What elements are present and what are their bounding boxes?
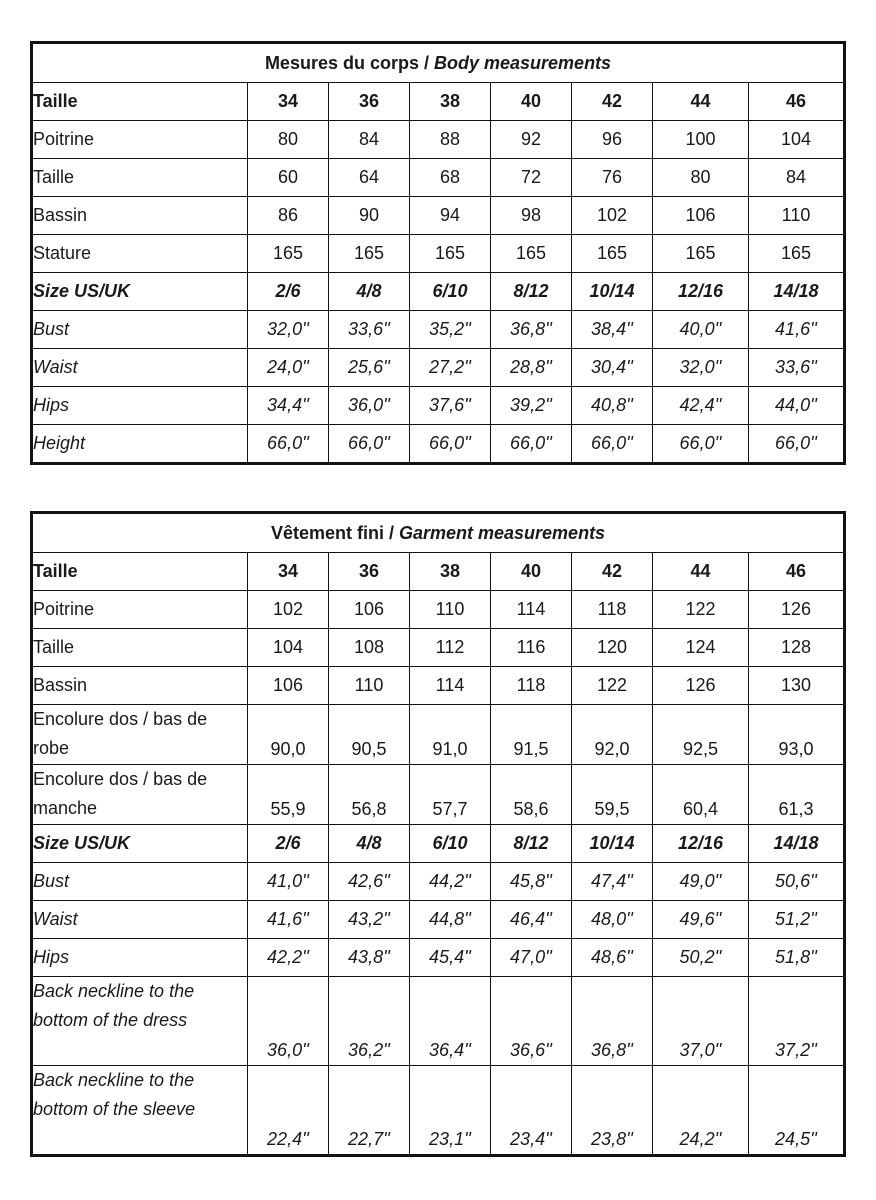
table-cell: 42,4'' [653, 387, 749, 425]
table-cell: 2/6 [248, 273, 329, 311]
table-cell: 93,0 [749, 705, 845, 765]
row-label: Stature [32, 235, 248, 273]
table-cell: 45,4'' [410, 939, 491, 977]
table-cell: 104 [749, 121, 845, 159]
table-cell: 106 [329, 591, 410, 629]
table-cell: 66,0'' [491, 425, 572, 464]
table-cell: 114 [491, 591, 572, 629]
table-cell: 88 [410, 121, 491, 159]
table-cell: 8/12 [491, 273, 572, 311]
table-cell: 14/18 [749, 273, 845, 311]
table-cell: 42,2'' [248, 939, 329, 977]
table-cell: 106 [248, 667, 329, 705]
table-cell: 32,0'' [653, 349, 749, 387]
table-cell: 59,5 [572, 765, 653, 825]
table-cell: 10/14 [572, 273, 653, 311]
table-cell: 22,7'' [329, 1066, 410, 1156]
table-cell: 130 [749, 667, 845, 705]
table-cell: 55,9 [248, 765, 329, 825]
table-cell: 6/10 [410, 273, 491, 311]
table-cell: 33,6'' [749, 349, 845, 387]
table-cell: 32,0'' [248, 311, 329, 349]
table-cell: 102 [248, 591, 329, 629]
table-row [32, 159, 845, 197]
row-label: Encolure dos / bas de robe [32, 705, 248, 765]
table-cell: 34 [248, 553, 329, 591]
table-cell: 46 [749, 83, 845, 121]
table-cell: 51,2'' [749, 901, 845, 939]
table-cell: 76 [572, 159, 653, 197]
table-row [32, 349, 845, 387]
table-cell: 110 [749, 197, 845, 235]
table-cell: 43,2'' [329, 901, 410, 939]
table-row [32, 667, 845, 705]
table-cell: 118 [572, 591, 653, 629]
table-cell: 120 [572, 629, 653, 667]
table-cell: 80 [653, 159, 749, 197]
table-cell: 84 [749, 159, 845, 197]
table-cell: 42 [572, 553, 653, 591]
table-title [32, 513, 845, 553]
row-label: Taille [32, 159, 248, 197]
table-row [32, 273, 845, 311]
table-cell: 60 [248, 159, 329, 197]
table-cell: 48,6'' [572, 939, 653, 977]
row-label: Poitrine [32, 591, 248, 629]
table-cell: 24,5'' [749, 1066, 845, 1156]
table-cell: 40 [491, 553, 572, 591]
table-cell: 106 [653, 197, 749, 235]
table-cell: 165 [653, 235, 749, 273]
table-row [32, 83, 845, 121]
row-label: Size US/UK [32, 825, 248, 863]
body-measurements-table [30, 41, 846, 465]
table-cell: 80 [248, 121, 329, 159]
table-cell: 68 [410, 159, 491, 197]
table-cell: 91,0 [410, 705, 491, 765]
table-cell: 42 [572, 83, 653, 121]
table-row [32, 629, 845, 667]
table-cell: 8/12 [491, 825, 572, 863]
table-cell: 165 [572, 235, 653, 273]
table-cell: 100 [653, 121, 749, 159]
table-cell: 114 [410, 667, 491, 705]
table-row [32, 825, 845, 863]
table-cell: 27,2'' [410, 349, 491, 387]
table-cell: 126 [749, 591, 845, 629]
table-cell: 38,4'' [572, 311, 653, 349]
table-cell: 128 [749, 629, 845, 667]
table-cell: 38 [410, 553, 491, 591]
table-title-separator: / [383, 522, 399, 543]
table-cell: 36,2'' [329, 977, 410, 1066]
table-cell: 165 [329, 235, 410, 273]
table-cell: 91,5 [491, 705, 572, 765]
table-cell: 36,8'' [572, 977, 653, 1066]
table-title-fr: Mesures du corps [264, 52, 419, 73]
table-cell: 72 [491, 159, 572, 197]
table-cell: 165 [749, 235, 845, 273]
table-cell: 12/16 [653, 273, 749, 311]
table-cell: 41,0'' [248, 863, 329, 901]
row-label: Waist [32, 349, 248, 387]
table-row [32, 311, 845, 349]
table-cell: 110 [410, 591, 491, 629]
table-cell: 43,8'' [329, 939, 410, 977]
table-cell: 47,4'' [572, 863, 653, 901]
table-cell: 66,0'' [410, 425, 491, 464]
table-cell: 44 [653, 553, 749, 591]
table-cell: 165 [248, 235, 329, 273]
table-cell: 66,0'' [572, 425, 653, 464]
table-cell: 44,0'' [749, 387, 845, 425]
table-cell: 104 [248, 629, 329, 667]
table-cell: 110 [329, 667, 410, 705]
table-cell: 40,0'' [653, 311, 749, 349]
table-row [32, 553, 845, 591]
table-row [32, 387, 845, 425]
table-cell: 48,0'' [572, 901, 653, 939]
garment-measurements-table [30, 511, 846, 1157]
table-title-row [32, 513, 845, 553]
table-cell: 66,0'' [248, 425, 329, 464]
table-cell: 49,0'' [653, 863, 749, 901]
table-cell: 102 [572, 197, 653, 235]
table-cell: 126 [653, 667, 749, 705]
table-row [32, 235, 845, 273]
table-cell: 36,6'' [491, 977, 572, 1066]
table-cell: 96 [572, 121, 653, 159]
table-cell: 36 [329, 553, 410, 591]
table-cell: 66,0'' [749, 425, 845, 464]
table-cell: 34,4'' [248, 387, 329, 425]
table-cell: 47,0'' [491, 939, 572, 977]
table-cell: 49,6'' [653, 901, 749, 939]
table-cell: 46 [749, 553, 845, 591]
table-cell: 46,4'' [491, 901, 572, 939]
table-cell: 90 [329, 197, 410, 235]
table-cell: 118 [491, 667, 572, 705]
row-label: Taille [32, 83, 248, 121]
row-label: Height [32, 425, 248, 464]
table-cell: 37,2'' [749, 977, 845, 1066]
table-cell: 50,2'' [653, 939, 749, 977]
table-cell: 2/6 [248, 825, 329, 863]
table-cell: 124 [653, 629, 749, 667]
table-cell: 45,8'' [491, 863, 572, 901]
table-cell: 44,8'' [410, 901, 491, 939]
table-cell: 30,4'' [572, 349, 653, 387]
table-cell: 25,6'' [329, 349, 410, 387]
table-cell: 42,6'' [329, 863, 410, 901]
table-cell: 23,8'' [572, 1066, 653, 1156]
table-cell: 57,7 [410, 765, 491, 825]
table-cell: 61,3 [749, 765, 845, 825]
row-label: Poitrine [32, 121, 248, 159]
table-cell: 51,8'' [749, 939, 845, 977]
row-label: Size US/UK [32, 273, 248, 311]
table-cell: 6/10 [410, 825, 491, 863]
table-cell: 22,4'' [248, 1066, 329, 1156]
row-label: Bust [32, 863, 248, 901]
row-label: Bassin [32, 197, 248, 235]
table-cell: 36 [329, 83, 410, 121]
table-cell: 58,6 [491, 765, 572, 825]
table-cell: 36,8'' [491, 311, 572, 349]
table-cell: 4/8 [329, 273, 410, 311]
table-cell: 84 [329, 121, 410, 159]
table-cell: 92,5 [653, 705, 749, 765]
table-row [32, 121, 845, 159]
table-cell: 108 [329, 629, 410, 667]
table-row [32, 863, 845, 901]
table-cell: 94 [410, 197, 491, 235]
table-cell: 23,4'' [491, 1066, 572, 1156]
row-label: Back neckline to the bottom of the dress [32, 977, 248, 1066]
table-cell: 92,0 [572, 705, 653, 765]
table-cell: 10/14 [572, 825, 653, 863]
table-cell: 60,4 [653, 765, 749, 825]
table-cell: 23,1'' [410, 1066, 491, 1156]
table-row [32, 939, 845, 977]
row-label: Bust [32, 311, 248, 349]
row-label: Bassin [32, 667, 248, 705]
table-cell: 66,0'' [329, 425, 410, 464]
table-row [32, 705, 845, 765]
table-row [32, 1066, 845, 1156]
table-title [32, 43, 845, 83]
table-cell: 64 [329, 159, 410, 197]
table-cell: 35,2'' [410, 311, 491, 349]
row-label: Hips [32, 387, 248, 425]
table-title-row [32, 43, 845, 83]
row-label: Hips [32, 939, 248, 977]
table-cell: 44 [653, 83, 749, 121]
table-cell: 122 [653, 591, 749, 629]
row-label: Waist [32, 901, 248, 939]
table-cell: 37,0'' [653, 977, 749, 1066]
table-row [32, 765, 845, 825]
table-cell: 44,2'' [410, 863, 491, 901]
table-row [32, 197, 845, 235]
table-cell: 98 [491, 197, 572, 235]
table-row [32, 901, 845, 939]
table-cell: 50,6'' [749, 863, 845, 901]
table-cell: 122 [572, 667, 653, 705]
table-cell: 92 [491, 121, 572, 159]
table-cell: 4/8 [329, 825, 410, 863]
table-cell: 36,0'' [329, 387, 410, 425]
table-title-en: Body measurements [434, 52, 612, 73]
table-cell: 28,8'' [491, 349, 572, 387]
table-cell: 36,0'' [248, 977, 329, 1066]
table-title-fr: Vêtement fini [270, 522, 384, 543]
table-cell: 66,0'' [653, 425, 749, 464]
table-cell: 41,6'' [749, 311, 845, 349]
table-cell: 56,8 [329, 765, 410, 825]
table-cell: 33,6'' [329, 311, 410, 349]
table-cell: 34 [248, 83, 329, 121]
table-row [32, 977, 845, 1066]
table-cell: 14/18 [749, 825, 845, 863]
table-cell: 24,0'' [248, 349, 329, 387]
table-cell: 38 [410, 83, 491, 121]
table-cell: 112 [410, 629, 491, 667]
table-cell: 90,0 [248, 705, 329, 765]
table-cell: 39,2'' [491, 387, 572, 425]
table-row [32, 591, 845, 629]
table-title-separator: / [418, 52, 434, 73]
table-row [32, 425, 845, 464]
table-cell: 12/16 [653, 825, 749, 863]
row-label: Taille [32, 629, 248, 667]
table-cell: 40 [491, 83, 572, 121]
table-cell: 90,5 [329, 705, 410, 765]
table-cell: 165 [491, 235, 572, 273]
table-cell: 24,2'' [653, 1066, 749, 1156]
table-title-en: Garment measurements [398, 522, 606, 543]
row-label: Encolure dos / bas de manche [32, 765, 248, 825]
table-cell: 37,6'' [410, 387, 491, 425]
table-cell: 165 [410, 235, 491, 273]
table-cell: 41,6'' [248, 901, 329, 939]
table-cell: 40,8'' [572, 387, 653, 425]
row-label: Taille [32, 553, 248, 591]
table-cell: 86 [248, 197, 329, 235]
table-cell: 116 [491, 629, 572, 667]
table-cell: 36,4'' [410, 977, 491, 1066]
row-label: Back neckline to the bottom of the sleeve [32, 1066, 248, 1156]
